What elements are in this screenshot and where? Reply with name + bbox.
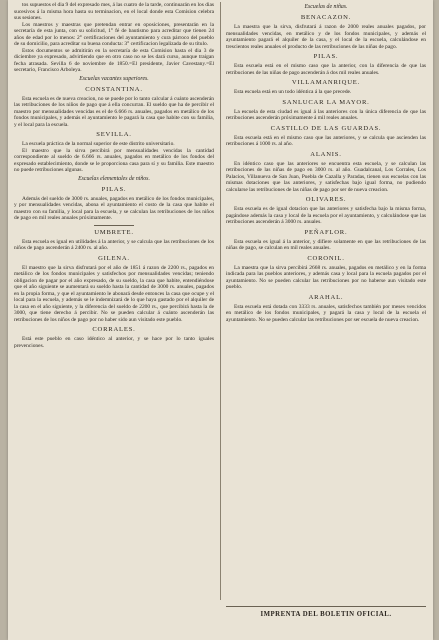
newspaper-page (8, 0, 433, 640)
paragraph: Esta escuela está dotada con 3333 rs. anuales, satisfechos también por meses vencidos en metálico de los fondos municipales, y pagará la casa y local de la escuela el ayuntamiento. No se pueden calcular las retribuciones por ser escuela de nueva creacion. (226, 303, 426, 323)
section-separator (94, 225, 134, 226)
town-heading: VILLAMANRIQUE. (291, 79, 361, 86)
paragraph: Esta escuela es de nueva creacion, no se puede por lo tanto calcular á cuánto ascenderán las retribuciones de los niños de pago que á ella concurran. El sueldo que ha de percibir el maestro por mensualidades vencidas es el de 6.666 rs. anuales, pagados en metálico de los fondos municipales, y además el ayuntamiento le pagará la casa que habite con su familia, y el local para la escuela. (14, 95, 214, 128)
paragraph: El maestro que la sirva percibirá por mensualidades vencidas la cantidad correspondiente al sueldo de 6.666 rs. anuales, pagados en metálico de los fondos del expresado establecimiento, donde se le proporciona casa para sí y su familia. Este maestro no puede retribuciones algunas. (14, 147, 214, 173)
paragraph: Los maestros y maestras que pretendan entrar en oposiciones, presentarán en la secretaría de esta junta, con su solicitud, 1° fé de bautismo para acreditar que tienen 24 años de edad por lo menos: 2° certificaciones del ayuntamiento y cura párroco del pueblo de su domicilio, para acreditar su buena conducta: 3° certificacion legalizada de su título. (14, 21, 214, 47)
printer-imprint: IMPRENTA DEL BOLETIN OFICIAL. (226, 606, 426, 618)
paragraph: Estos documentos se admitirán en la secretaría de esta Comision hasta el dia 3 de diciembre ya expresado, advirtiendo que en otro caso no se les dará curso, aunque traigan fecha atrasada. Sevilla 6 de noviembre de 1850.=El presidente, Javier Cavestany.=El secretario, Francisco Arboleya. (14, 47, 214, 73)
paragraph: Esta escuela está en el mismo caso que la anterior, con la diferencia de que las retribuciones de las niñas de pago ascenderán á dos mil reales anuales. (226, 63, 426, 76)
paragraph: Está este pueblo en caso idéntico al anterior, y se hace por lo tanto iguales prevenciones. (14, 336, 214, 349)
town-heading: ARAHAL. (308, 293, 344, 301)
town-heading: UMBRETE. (94, 228, 134, 236)
paragraph: La maestra que la sirva, disfrutará á razon de 2000 reales anuales pagados, por mensualidades vencidas, en metálico y de los fondos municipales, y además el ayuntamiento pagará el alquiler de la casa, y el local de la escuela, calculándose en trescientos reales anuales el producto de las retribuciones de las niñas de pago. (226, 24, 426, 50)
paragraph: La escuela práctica de la normal superior de este distrito universitario. (22, 141, 175, 147)
paragraph: Esta escuela está en un todo idéntica á la que precede. (234, 89, 352, 95)
town-heading: SEVILLA. (96, 131, 132, 138)
paragraph: El maestro que la sirva disfrutará por el año de 1851 á razon de 2200 rs., pagados en metálico de los fondos municipales y satisfechos por mensualidades vencidas; teniendo obligacion de pagar por el año expresado, de su sueldo, la casa que habite, entendiéndose que el año siguiente se aumentará su sueldo hasta la cantidad de 3000 rs. anuales, pagados en la propia forma, y que el ayuntamiento le abonará desde entonces la casa que ocupe y el local para la escuela, y además se le indemnizará de lo que haya gastado por el alquiler de la casa en el año siguiente, y la diferencia del sueldo de 2200 rs., que percibirá hasta la de 3000, que tiene derecho á percibir. No se pueden calcular á cuánto ascenderán las retribuciones de los niños de pago por no haber sido aun visitado este pueblo. (14, 264, 214, 323)
paragraph: Además del sueldo de 3000 rs. anuales, pagados en metálico de los fondos municipales, y por mensualidades vencidas, abona el ayuntamiento el costo de la casa que habite el maestro con su familia, y local para la escuela, y se calculan las retribuciones de los niños de pago en mil reales anuales próximamente. (14, 195, 214, 221)
paragraph: tos supuestos el dia 9 del expresado mes, á las cuatro de la tarde, continuarán en los dias sucesivos á la misma hora hasta su terminacion, en el local donde esta Comision celebra sus sesiones. (14, 2, 214, 21)
town-heading: PILAS. (313, 53, 339, 60)
paragraph: La maestra que la sirva percibirá 2668 rs. anuales, pagados en metálico y en la forma indicada para las pueblos anteriores, y además casa y local para la escuela pagados por el ayuntamiento. No se pueden calcular las retribuciones por no haberse aun visitado este pueblo. (226, 264, 426, 290)
paragraph: Esta escuela es igual en utilidades á la anterior, y se calcula que las retribuciones de los niños de pago ascenderán á 2400 rs. al año. (14, 238, 214, 251)
town-heading: CASTILLO DE LAS GUARDAS. (270, 124, 382, 132)
section-heading: Escuelas elementales de niños. (78, 175, 150, 182)
paragraph: La escuela de esta ciudad es igual á las anteriores con la única diferencia de que las retribuciones ascenderán próximamente á mil reales anuales. (226, 108, 426, 121)
town-heading: CONSTANTINA. (85, 85, 143, 93)
paragraph: Esta escuela es igual á la anterior, y difiere solamente en que las retribuciones de las niñas de pago, se calculan en mil reales anuales. (226, 238, 426, 251)
section-heading: Escuelas vacantes superiores. (79, 75, 149, 82)
paragraph: Esta escuela es de igual dotacion que las anteriores y satisfecha bajo la misma forma, pagándose además la casa y local de la escuela por el ayuntamiento, y calculándose que las retribuciones ascenderán á 3000 rs. anuales. (226, 206, 426, 225)
town-heading: BENACAZON. (300, 14, 352, 21)
town-heading: OLIVARES. (305, 196, 347, 203)
paragraph: Esta escuela está en el mismo caso que las anteriores, y se calcula que ascienden las retribuciones á 1000 rs. al año. (226, 134, 426, 147)
left-column (14, 2, 214, 636)
town-heading: PILAS. (101, 185, 127, 193)
town-heading: CORONIL. (307, 254, 345, 262)
town-heading: ALANIS. (310, 150, 342, 158)
section-heading: Escuelas de niñas. (304, 4, 348, 10)
paragraph: En idéntico caso que las anteriores se encuentra esta escuela, y se calculan las retribuciones de las niñas de pago en 3000 rs. al año. Guadalcanal, Los Corrales, Los Palacios, Villanueva de San Juan, Puebla de Cazalla y Paradas, tienen sus escuelas con las mismas dotaciones que las anteriores, y satisfechas bajo igual forma, no pudiendo calcularse las retribuciones de las niñas de pago por ser de nueva creacion. (226, 160, 426, 193)
town-heading: CORRALES. (92, 326, 136, 333)
right-column (226, 2, 426, 604)
town-heading: PEÑAFLOR. (304, 228, 348, 236)
town-heading: GILENA. (98, 254, 130, 262)
column-divider (220, 2, 221, 600)
town-heading: SANLUCAR LA MAYOR. (282, 98, 370, 106)
